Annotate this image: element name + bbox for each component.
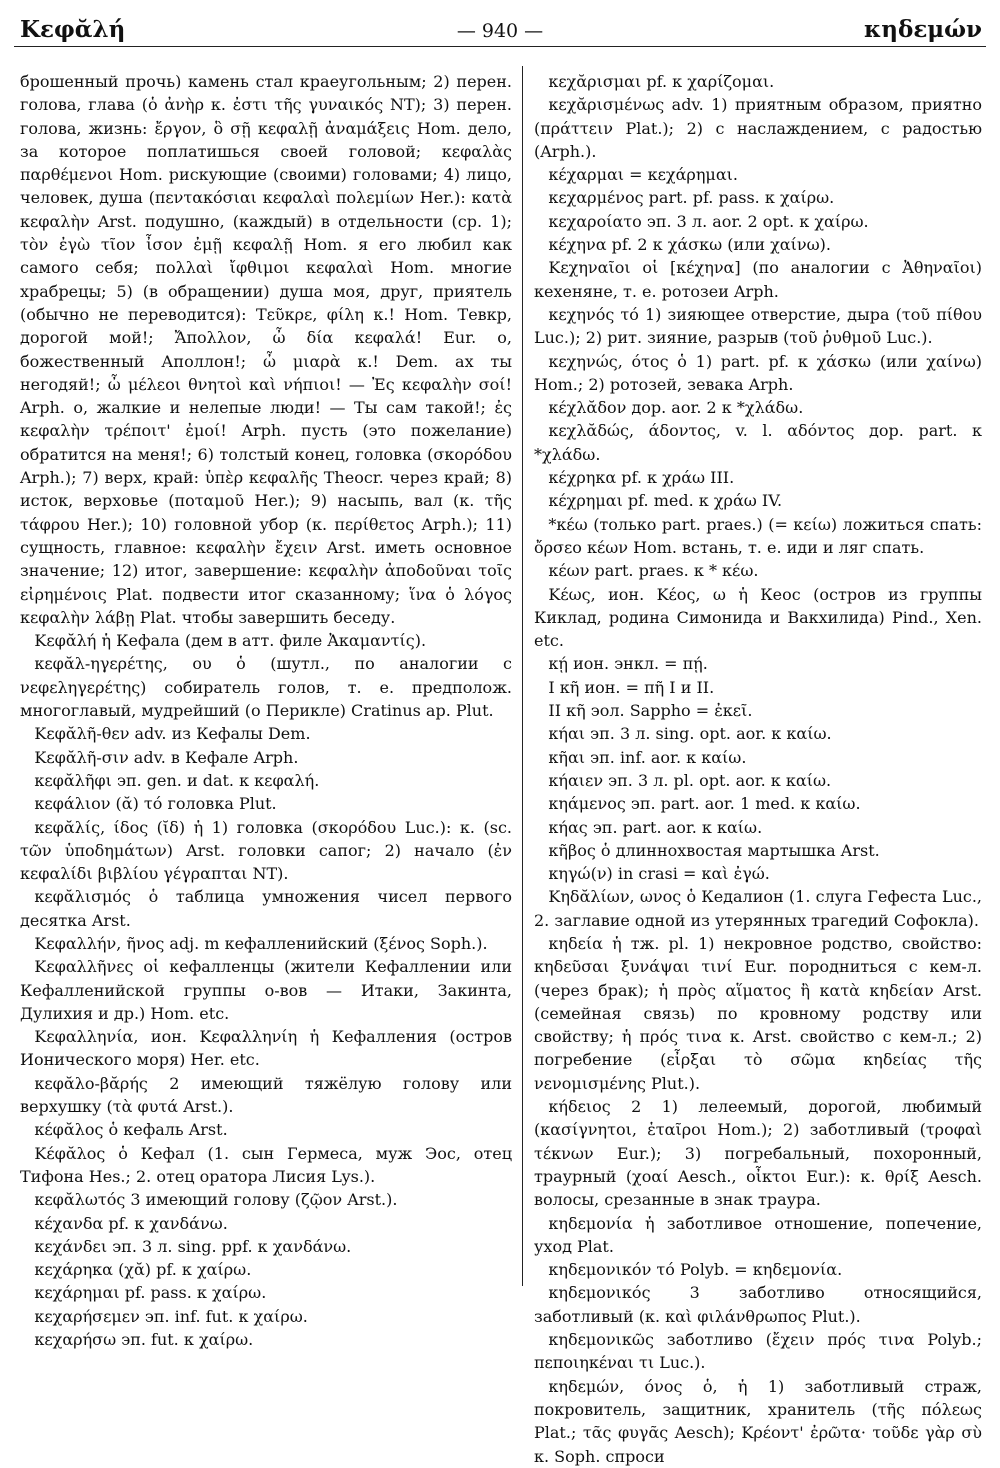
- dictionary-entry: κεχαρμένος part. pf. pass. к χαίρω.: [548, 188, 835, 208]
- dictionary-entry: κεχάνδει эп. 3 л. sing. ppf. к χανδάνω.: [34, 1236, 352, 1256]
- dictionary-entry: κεχηνός τό 1) зияющее отверстие, дыра (τοῦ πίθου Luc.); 2) рит. зияние, разрыв (τοῦ ῥυθμοῦ Luc.).: [534, 304, 982, 348]
- dictionary-entry: Κεφαλλήν, ῆνος adj. m кефалленийский (ξένος Soph.).: [34, 933, 488, 953]
- dictionary-entry: κήδειος 2 1) лелеемый, дорогой, любимый (κασίγνητοι, ἑταῖροι Hom.); 2) заботливый (τροφαὶ τέκνων Eur.); 3) погребальный, похоронный, траурный (χοαί Aesch., οἶκτοι Eur.): κ. θρίξ Aesch. волосы, срезанные в знак траура.: [534, 1097, 982, 1210]
- dictionary-entry: κεχηνώς, ότος ὁ 1) part. pf. к χάσκω (или χαίνω) Hom.; 2) ротозей, зевака Arph.: [534, 351, 982, 394]
- dictionary-entry: κέχηνα pf. 2 к χάσκω (или χαίνω).: [548, 235, 831, 255]
- page-header: [14, 10, 986, 50]
- dictionary-entry: κήαι эп. 3 л. sing. opt. aor. к καίω.: [548, 724, 832, 744]
- dictionary-entry: κέων part. praes. к * κέω.: [548, 561, 759, 581]
- dictionary-entry: κεχάρημαι pf. pass. к χαίρω.: [34, 1283, 267, 1303]
- dictionary-entry: κηδεμονικός 3 заботливо относящийся, заботливый (κ. καὶ φιλάνθρωπος Plut.).: [534, 1283, 982, 1326]
- dictionary-entry: κήας эп. part. aor. к καίω.: [548, 817, 763, 837]
- dictionary-entry: Κεφᾰλῆ-θεν adv. из Кефалы Dem.: [34, 724, 311, 744]
- dictionary-entry: κηάμενος эп. part. aor. 1 med. к καίω.: [548, 794, 861, 814]
- dictionary-entry: κεφᾰλισμός ὁ таблица умножения чисел первого десятка Arst.: [20, 887, 512, 930]
- dictionary-entry: Κεφαλλῆνες οἱ кефалленцы (жители Кефаллении или Кефалленийской группы о-вов — Итаки, Закинта, Дулихия и др.) Hom. etc.: [20, 957, 512, 1023]
- dictionary-entry: κεχαροίατο эп. 3 л. aor. 2 opt. к χαίρω.: [548, 211, 869, 231]
- dictionary-entry: κεχλᾰδώς, άδοντος, v. l. αδόντος дор. part. к *χλάδω.: [534, 421, 982, 464]
- dictionary-entry: κηδεμονικῶς заботливо (ἔχειν πρός τινα Polyb.; πεποιηκέναι τι Luc.).: [534, 1330, 982, 1373]
- dictionary-entry: κηδεμονία ἡ заботливое отношение, попечение, уход Plat.: [534, 1213, 982, 1256]
- dictionary-entry: κεφᾰλωτός 3 имеющий голову (ζῷον Arst.).: [34, 1190, 398, 1210]
- running-head-right: κηδεμών: [864, 16, 982, 43]
- dictionary-entry: II κῆ эол. Sappho = ἐκεῖ.: [548, 701, 753, 721]
- dictionary-entry: κηδεμών, όνος ὁ, ἡ 1) заботливый страж, покровитель, защитник, хранитель (τῆς πόλεως Plat.; τᾶς φυγᾶς Aesch); Κρέοντ' ἐρῶτα· τοῦδε γὰρ σὺ κ. Soph. спроси: [534, 1376, 982, 1466]
- dictionary-entry: κῆαι эп. inf. aor. к καίω.: [548, 747, 747, 767]
- dictionary-entry: κεφᾰλῆφι эп. gen. и dat. к κεφαλή.: [34, 770, 320, 790]
- dictionary-entry: Κηδᾰλίων, ωνος ὁ Кедалион (1. слуга Гефеста Luc., 2. заглавие одной из утерянных трагедий Софокла).: [534, 887, 982, 930]
- dictionary-entry: Κεφαλληνία, ион. Κεφαλληνίη ἡ Кефалления (остров Ионического моря) Her. etc.: [20, 1027, 512, 1070]
- page-number: — 940 —: [456, 20, 544, 42]
- dictionary-entry: κηγώ(ν) in crasi = καὶ ἐγώ.: [548, 864, 770, 884]
- dictionary-entry-continued: брошенный прочь) камень стал краеугольным; 2) перен. голова, глава (ὁ ἀνὴρ κ. ἐστι τῆς γυναικός NT); 3) перен. голова, жизнь: ἔργον, ὃ σῇ κεφαλῇ ἀναμάξεις Hom. дело, за которое поплатишься своей головой; κεφαλὰς παρθέμενοι Hom. рискующие (своими) головами; 4) лицо, человек, душа (πεντακόσιαι κεφαλαὶ πολεμίων Her.): κατὰ κεφαλὴν Arst. подушно, (каждый) в отдельности (ср. 1); τὸν ἐγὼ τῖον ἶσον ἐμῇ κεφαλῇ Hom. я его любил как самого себя; πολλαὶ ἴφθιμοι κεφαλαὶ Hom. многие храбрецы; 5) (в обращении) душа моя, друг, приятель (обычно не переводится): Τεῦκρε, φίλη κ.! Hom. Тевкр, дорогой мой!; Ἄπολλον, ὦ δία κεφαλά! Eur. о, божественный Аполлон!; ὦ μιαρὰ κ.! Dem. ах ты негодяй!; ὦ μέλεοι θνητοὶ καὶ νήπιοι! — Ἐς κεφαλὴν σοί! Arph. о, жалкие и нелепые люди! — Ты сам такой!; ἐς κεφαλὴν τρέποιτ' ἐμοί! Arph. пусть (это пожелание) обратится на меня!; 6) толстый конец, головка (σκορόδου Arph.); 7) верх, край: ὑπὲρ κεφαλῆς Theocr. через край; 8) исток, верховье (ποταμοῦ Her.); 9) насыпь, вал (κ. τῆς τάφρου Her.); 10) головной убор (κ. περίθετος Arph.); 11) сущность, главное: κεφαλὴν ἔχειν Arst. иметь основное значение; 12) итог, завершение: κεφαλὴν ἀποδοῦναι τοῖς εἰρημένοις Plat. подвести итог сказанному; ἵνα ὁ λόγος κεφαλὴν λάβῃ Plat. чтобы завершить беседу.: [20, 72, 512, 627]
- dictionary-entry: κέχρημαι pf. med. к χράω IV.: [548, 491, 783, 511]
- running-head-left: Κεφᾰλή: [20, 16, 126, 43]
- dictionary-entry: Κέφᾰλος ὁ Кефал (1. сын Гермеса, муж Эос, отец Тифона Hes.; 2. отец оратора Лисия Lys.).: [20, 1143, 512, 1186]
- dictionary-entry: κήαιεν эп. 3 л. pl. opt. aor. к καίω.: [548, 770, 832, 790]
- dictionary-entry: *κέω (только part. praes.) (= κείω) ложиться спать: ὄρσεο κέων Hom. встань, т. е. иди и ляг спать.: [534, 514, 982, 557]
- dictionary-entry: κεχᾰρισμαι pf. к χαρίζομαι.: [548, 72, 775, 91]
- dictionary-entry: κέχαρμαι = κεχάρημαι.: [548, 165, 738, 185]
- dictionary-entry: κεφᾰλο-βᾰρής 2 имеющий тяжёлую голову или верхушку (τὰ φυτά Arst.).: [20, 1073, 512, 1117]
- dictionary-entry: κεφάλιον (ᾰ) τό головка Plut.: [34, 794, 277, 814]
- dictionary-entry: κεχάρηκα (χᾰ) pf. к χαίρω.: [34, 1260, 252, 1280]
- dictionary-entry: Κέως, ион. Κέος, ω ἡ Кеос (остров из группы Киклад, родина Симонида и Вакхилида) Pind., Xen. etc.: [534, 584, 982, 651]
- right-column: [534, 70, 982, 1466]
- dictionary-entry: κεφᾰλίς, ίδος (ῐδ) ἡ 1) головка (σκορόδου Luc.): κ. (sc. τῶν ὑποδημάτων) Arst. головки сапог; 2) начало (ἐν κεφαλίδι βιβλίου γέγραπται NT).: [20, 817, 512, 884]
- dictionary-entry: κηδεία ἡ тж. pl. 1) некровное родство, свойство: κηδεῦσαι ξυνάψαι τινί Eur. породниться с кем-л. (через брак); ἡ πρὸς αἵματος ἢ κατὰ κηδείαν Arst. (семейная связь) по кровному родству или свойству; ἡ πρός τινα κ. Arst. свойство с кем-л.; 2) погребение (εἶρξαι τὸ σῶμα κηδείας τῆς νενομισμένης Plut.).: [534, 933, 982, 1093]
- dictionary-entry: κῄ ион. энкл. = πῄ.: [548, 654, 708, 674]
- dictionary-entry: κεφᾰλ-ηγερέτης, ου ὁ (шутл., по аналогии с νεφεληγερέτης) собиратель голов, т. е. предполож. многоглавый, мудрейший (о Перикле) Cratinus ap. Plut.: [20, 654, 512, 721]
- left-column: [20, 70, 512, 1350]
- dictionary-entry: κεχαρήσεμεν эп. inf. fut. к χαίρω.: [34, 1306, 308, 1326]
- dictionary-entry: κῆβος ὁ длиннохвостая мартышка Arst.: [548, 840, 880, 860]
- dictionary-entry: Κεφᾰλή ἡ Кефала (дем в атт. филе Ἀκαμαντίς).: [34, 631, 427, 651]
- dictionary-entry: κηδεμονικόν τό Polyb. = κηδεμονία.: [548, 1260, 843, 1280]
- dictionary-entry: κέχρηκα pf. к χράω III.: [548, 468, 735, 488]
- dictionary-entry: κεχαρήσω эп. fut. к χαίρω.: [34, 1330, 254, 1350]
- dictionary-entry: κέχλᾰδον дор. aor. 2 к *χλάδω.: [548, 398, 804, 418]
- dictionary-entry: Κεχηναῖοι οἱ [κέχηνα] (по аналогии с Ἀθηναῖοι) кехеняне, т. е. ротозеи Arph.: [534, 258, 982, 301]
- dictionary-entry: κεχᾰρισμένως adv. 1) приятным образом, приятно (πράττειν Plat.); 2) с наслаждением, с радостью (Arph.).: [534, 95, 982, 161]
- dictionary-entry: κέχανδα pf. к χανδάνω.: [34, 1213, 228, 1233]
- dictionary-entry: κέφᾰλος ὁ кефаль Arst.: [34, 1120, 228, 1140]
- dictionary-entry: I κῆ ион. = πῆ I и II.: [548, 677, 715, 697]
- column-divider: [522, 66, 523, 1286]
- header-rule: [14, 46, 986, 47]
- dictionary-entry: Κεφᾰλῆ-σιν adv. в Кефале Arph.: [34, 747, 299, 767]
